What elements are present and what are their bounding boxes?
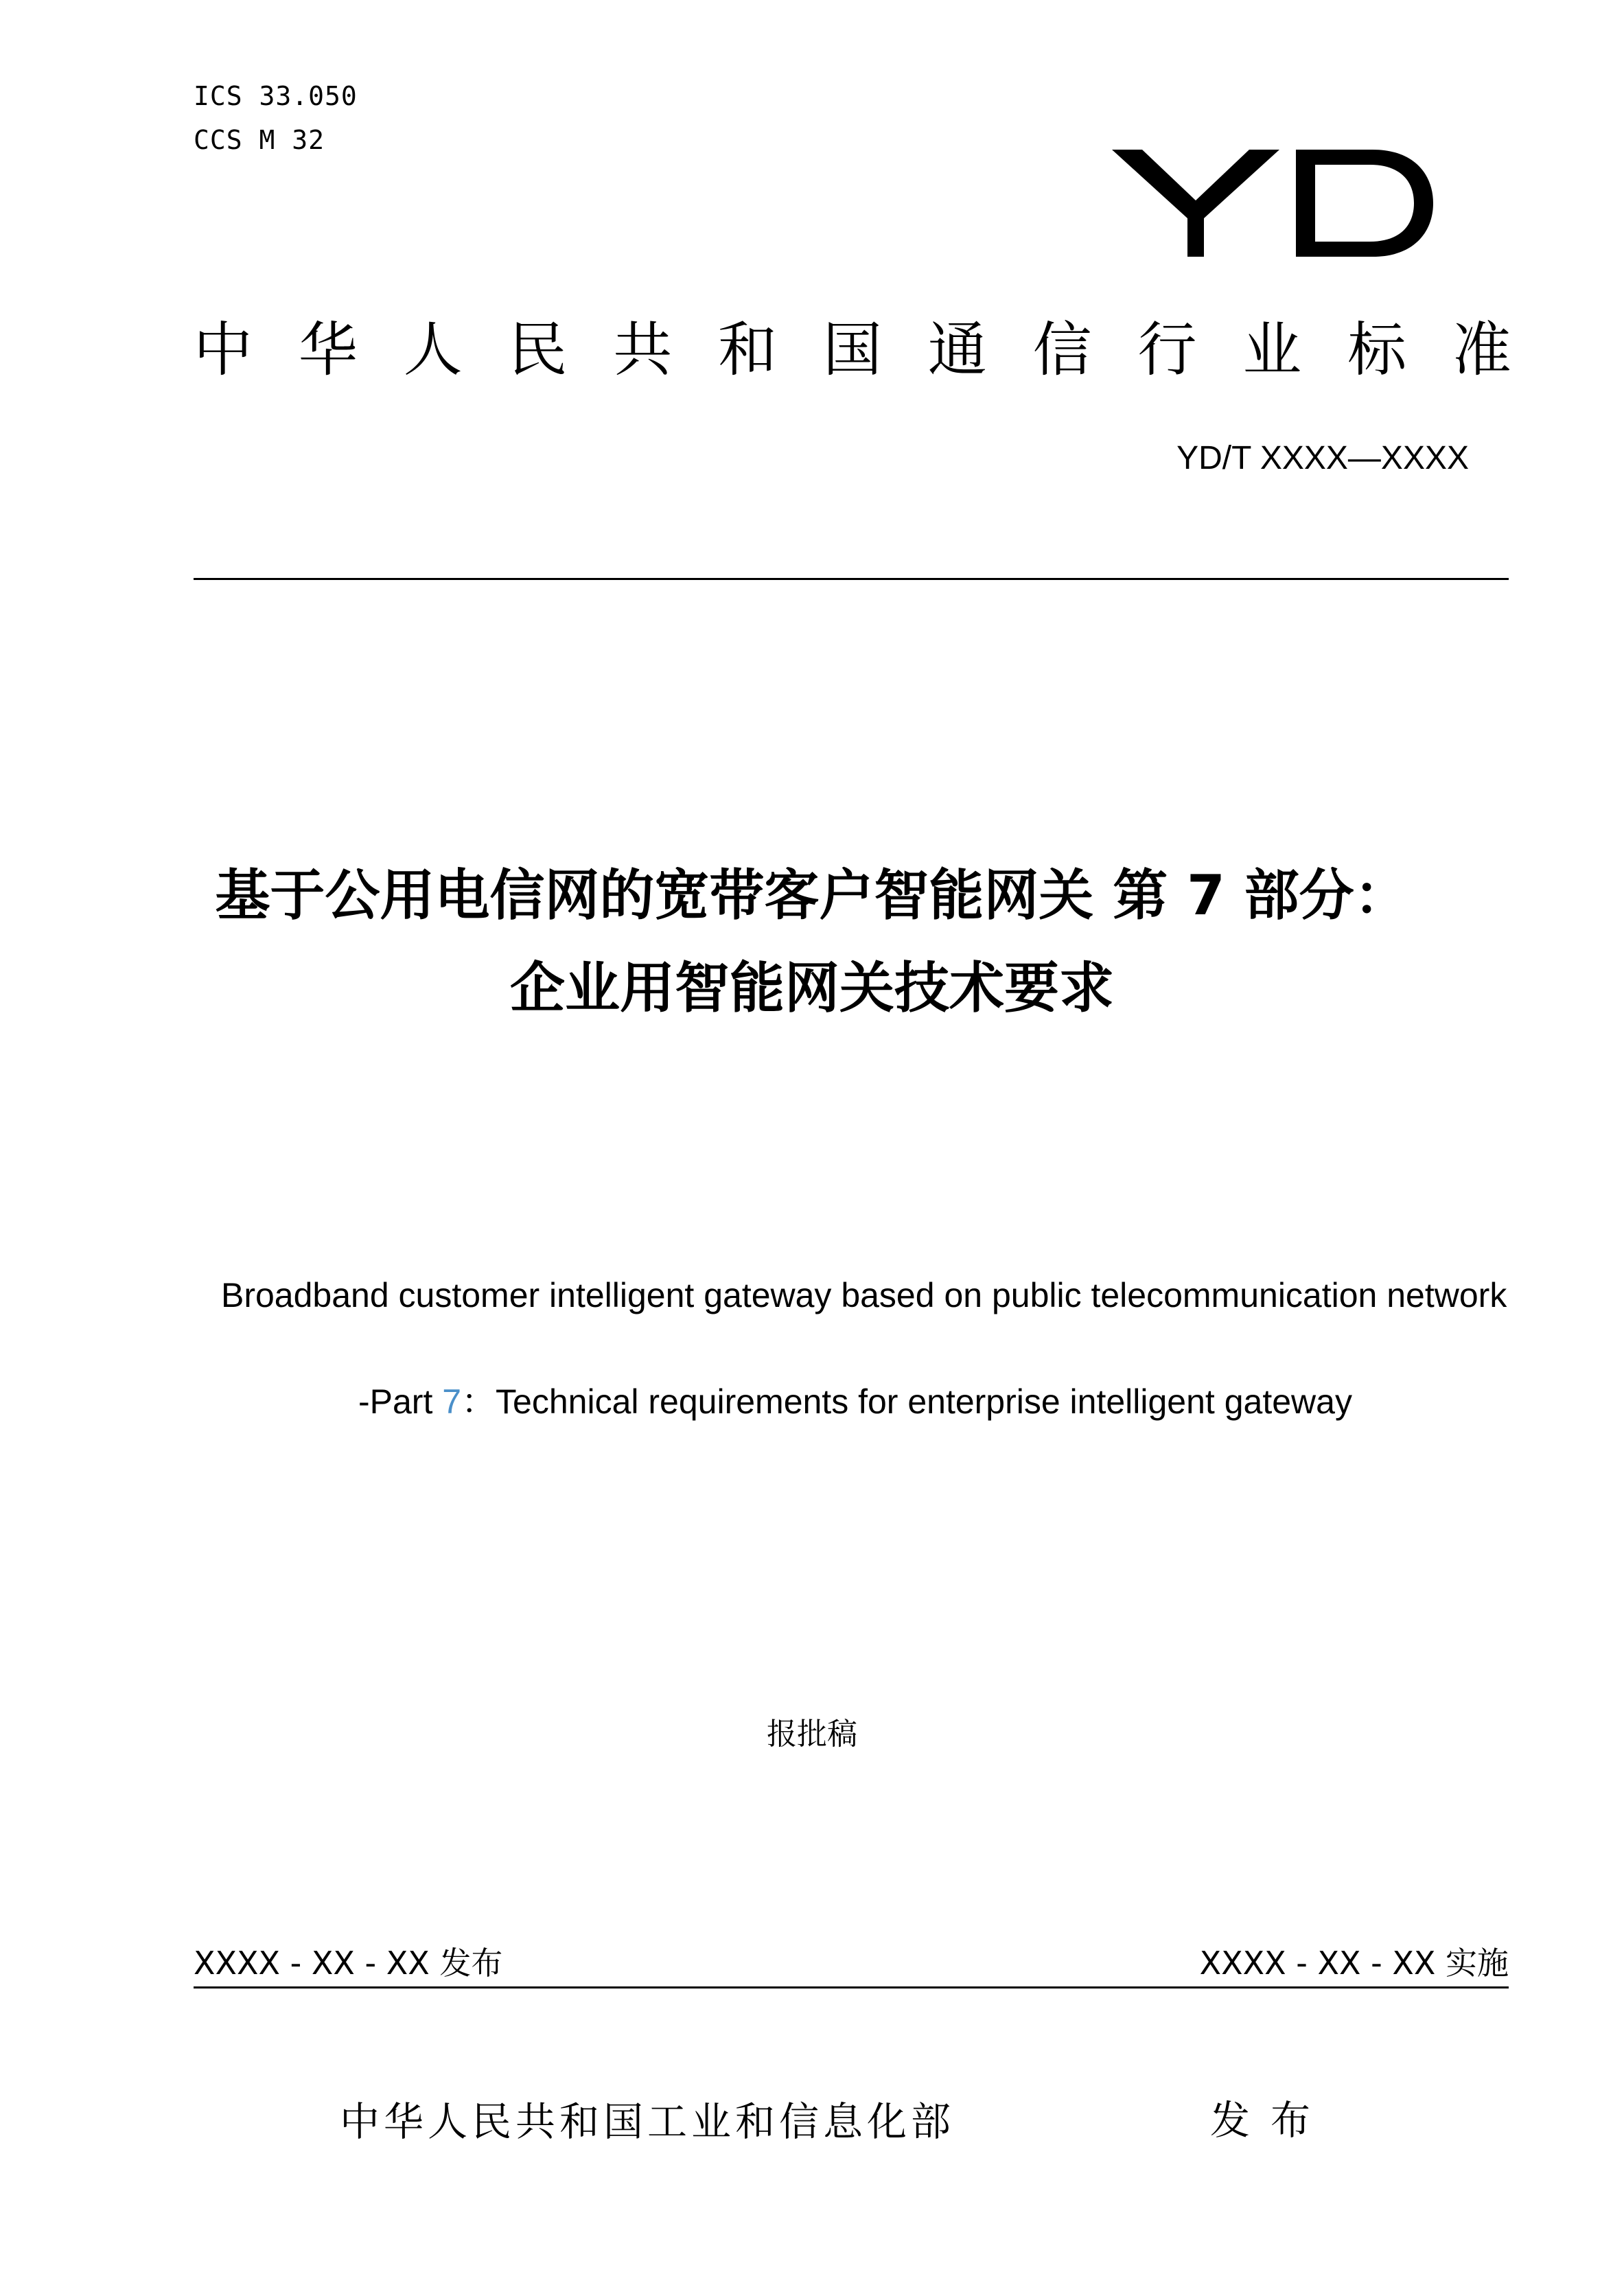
chinese-title-line-1: 基于公用电信网的宽带客户智能网关 第 7 部分：	[215, 863, 1409, 927]
industry-title-char: 人	[403, 316, 463, 384]
industry-title-char: 业	[1242, 316, 1302, 384]
chinese-title-line-2: 企业用智能网关技术要求	[510, 956, 1114, 1020]
industry-standard-title	[194, 312, 1511, 388]
english-title-line-2	[358, 1378, 1352, 1426]
ics-code: ICS 33.050	[194, 81, 358, 111]
header-divider	[194, 578, 1509, 580]
effective-date: XXXX - XX - XX 实施	[1199, 1945, 1509, 1982]
footer-divider	[194, 1986, 1509, 1988]
publish-date: XXXX - XX - XX 发布	[194, 1945, 503, 1982]
industry-title-char: 共	[613, 316, 673, 384]
publish-label: 发布	[1210, 2097, 1332, 2144]
industry-title-char: 华	[298, 316, 358, 384]
industry-title-char: 民	[508, 316, 568, 384]
industry-title-char: 中	[194, 316, 253, 384]
english-title-part-suffix: ：Technical requirements for enterprise intelligent gateway	[461, 1382, 1352, 1421]
publisher-name: 中华人民共和国工业和信息化部	[340, 2098, 955, 2145]
yd-logo	[1112, 144, 1435, 261]
industry-title-char: 通	[927, 316, 987, 384]
industry-title-char: 准	[1452, 316, 1511, 384]
industry-title-char: 国	[822, 316, 882, 384]
english-title-line-1: Broadband customer intelligent gateway based on public telecommunication network	[221, 1276, 1507, 1314]
draft-status: 报批稿	[767, 1717, 857, 1752]
industry-title-char: 和	[718, 316, 778, 384]
english-title-part-number: 7	[442, 1382, 462, 1421]
english-title-part-prefix: -Part	[358, 1382, 443, 1421]
ccs-code: CCS M 32	[194, 125, 325, 155]
industry-title-char: 行	[1137, 316, 1197, 384]
industry-title-char: 标	[1347, 316, 1407, 384]
industry-title-char: 信	[1032, 316, 1092, 384]
standard-number: YD/T XXXX—XXXX	[1176, 440, 1469, 476]
